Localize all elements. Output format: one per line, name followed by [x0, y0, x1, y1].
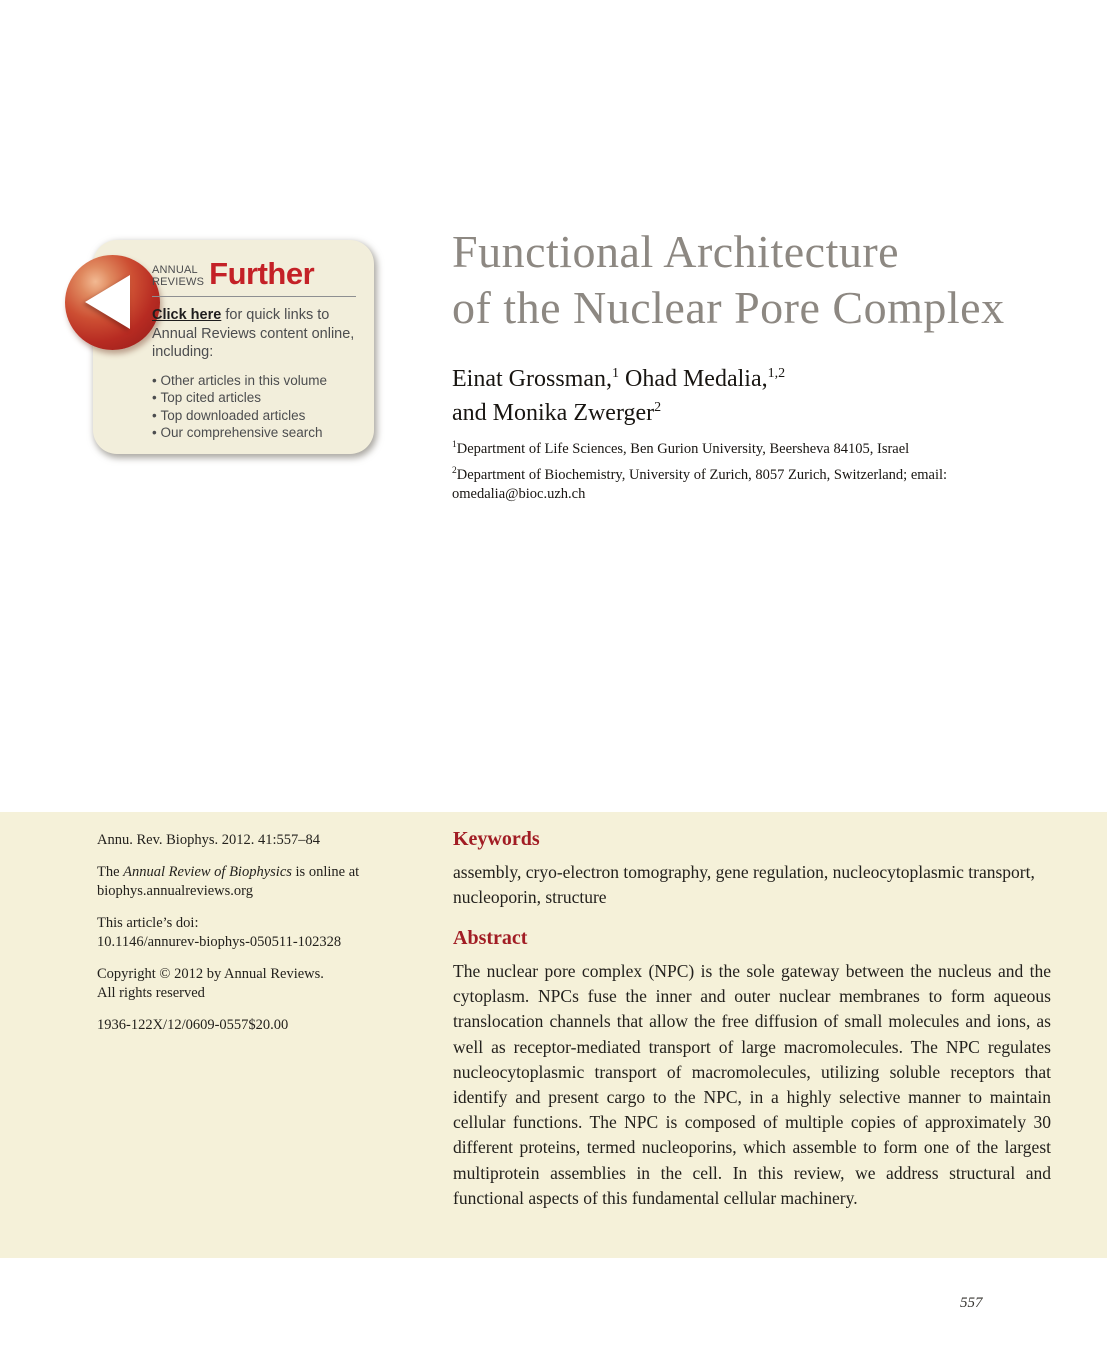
affiliation-sup: 1	[452, 440, 457, 451]
doi-value: 10.1146/annurev-biophys-050511-102328	[97, 934, 342, 950]
journal-reference: Annu. Rev. Biophys. 2012. 41:557–84	[97, 832, 321, 848]
doi-block	[97, 914, 429, 953]
keywords-text: assembly, cryo-electron tomography, gene regulation, nucleocytoplasmic transport, nucleoporin, structure	[453, 862, 1035, 907]
back-arrow-icon	[65, 255, 160, 350]
title-line2: of the Nuclear Pore Complex	[452, 282, 1005, 333]
copyright-line2: All rights reserved	[97, 985, 205, 1001]
badge-link-list	[152, 372, 356, 442]
badge-intro	[152, 306, 356, 362]
author-affil-sup: 1,2	[767, 366, 786, 381]
article-title	[452, 224, 1005, 336]
author-name: and Monika Zwerger	[452, 400, 655, 426]
keywords-abstract-column	[453, 828, 1051, 1211]
page-number: 557	[960, 1295, 983, 1311]
citation-block	[97, 831, 429, 1047]
badge-intro-text: for quick links to Annual Reviews content online, including:	[152, 307, 355, 360]
badge-list-item: • Top cited articles	[152, 389, 356, 407]
badge-header	[152, 256, 356, 291]
badge-content	[152, 256, 356, 442]
affiliation-entry	[452, 466, 977, 504]
badge-list-item: • Top downloaded articles	[152, 407, 356, 425]
online-notice	[97, 863, 429, 902]
keywords-heading: Keywords	[453, 828, 540, 850]
doi-label: This article’s doi:	[97, 914, 199, 931]
copyright-notice	[97, 965, 429, 1004]
journal-name: Annual Review of Biophysics	[123, 863, 292, 880]
copyright-line1: Copyright © 2012 by Annual Reviews.	[97, 965, 324, 982]
annual-reviews-logo	[152, 265, 204, 288]
online-pre: The	[97, 863, 124, 880]
author-affil-sup: 2	[654, 400, 662, 415]
click-here-link[interactable]: Click here	[152, 307, 222, 323]
affiliations	[452, 440, 977, 511]
author-name: Einat Grossman,	[452, 366, 612, 392]
online-post: is online at biophys.annualreviews.org	[97, 863, 360, 899]
title-line1: Functional Architecture	[452, 226, 900, 277]
affiliation-sup: 2	[452, 466, 457, 477]
left-triangle-icon	[85, 275, 130, 329]
affiliation-text: Department of Biochemistry, University of Zurich, 8057 Zurich, Switzerland; email: omedalia@bioc.uzh.ch	[452, 467, 948, 502]
author-affil-sup: 1	[611, 366, 619, 381]
abstract-text: The nuclear pore complex (NPC) is the sole gateway between the nucleus and the cytoplasm. NPCs fuse the inner and outer nuclear membranes to form aqueous translocation channels that allow the free diffusion of small molecules and ions, as well as receptor-mediated transport of large macromolecules. The NPC regulates nucleocytoplasmic transport of macromolecules, utilizing soluble receptors that identify and present cargo to the NPC, in a highly selective manner to maintain cellular functions. The NPC is composed of multiple copies of approximately 30 different proteins, termed nucleoporins, which assemble to form one of the largest multiprotein assemblies in the cell. In this review, we address structural and functional aspects of this fundamental cellular machinery.	[453, 961, 1051, 1208]
further-label: Further	[209, 256, 315, 291]
badge-divider	[152, 296, 356, 297]
abstract-heading: Abstract	[453, 927, 528, 949]
affiliation-text: Department of Life Sciences, Ben Gurion University, Beersheva 84105, Israel	[456, 441, 910, 457]
author-name: Ohad Medalia,	[624, 366, 768, 392]
issn-code: 1936-122X/12/0609-0557$20.00	[97, 1016, 289, 1033]
further-badge[interactable]	[93, 240, 374, 454]
badge-list-item: • Other articles in this volume	[152, 372, 356, 390]
logo-line2: REVIEWS	[152, 275, 205, 288]
badge-list-item: • Our comprehensive search	[152, 424, 356, 442]
logo-line1: ANNUAL	[152, 264, 198, 276]
author-list	[452, 362, 785, 430]
affiliation-entry	[452, 440, 977, 459]
